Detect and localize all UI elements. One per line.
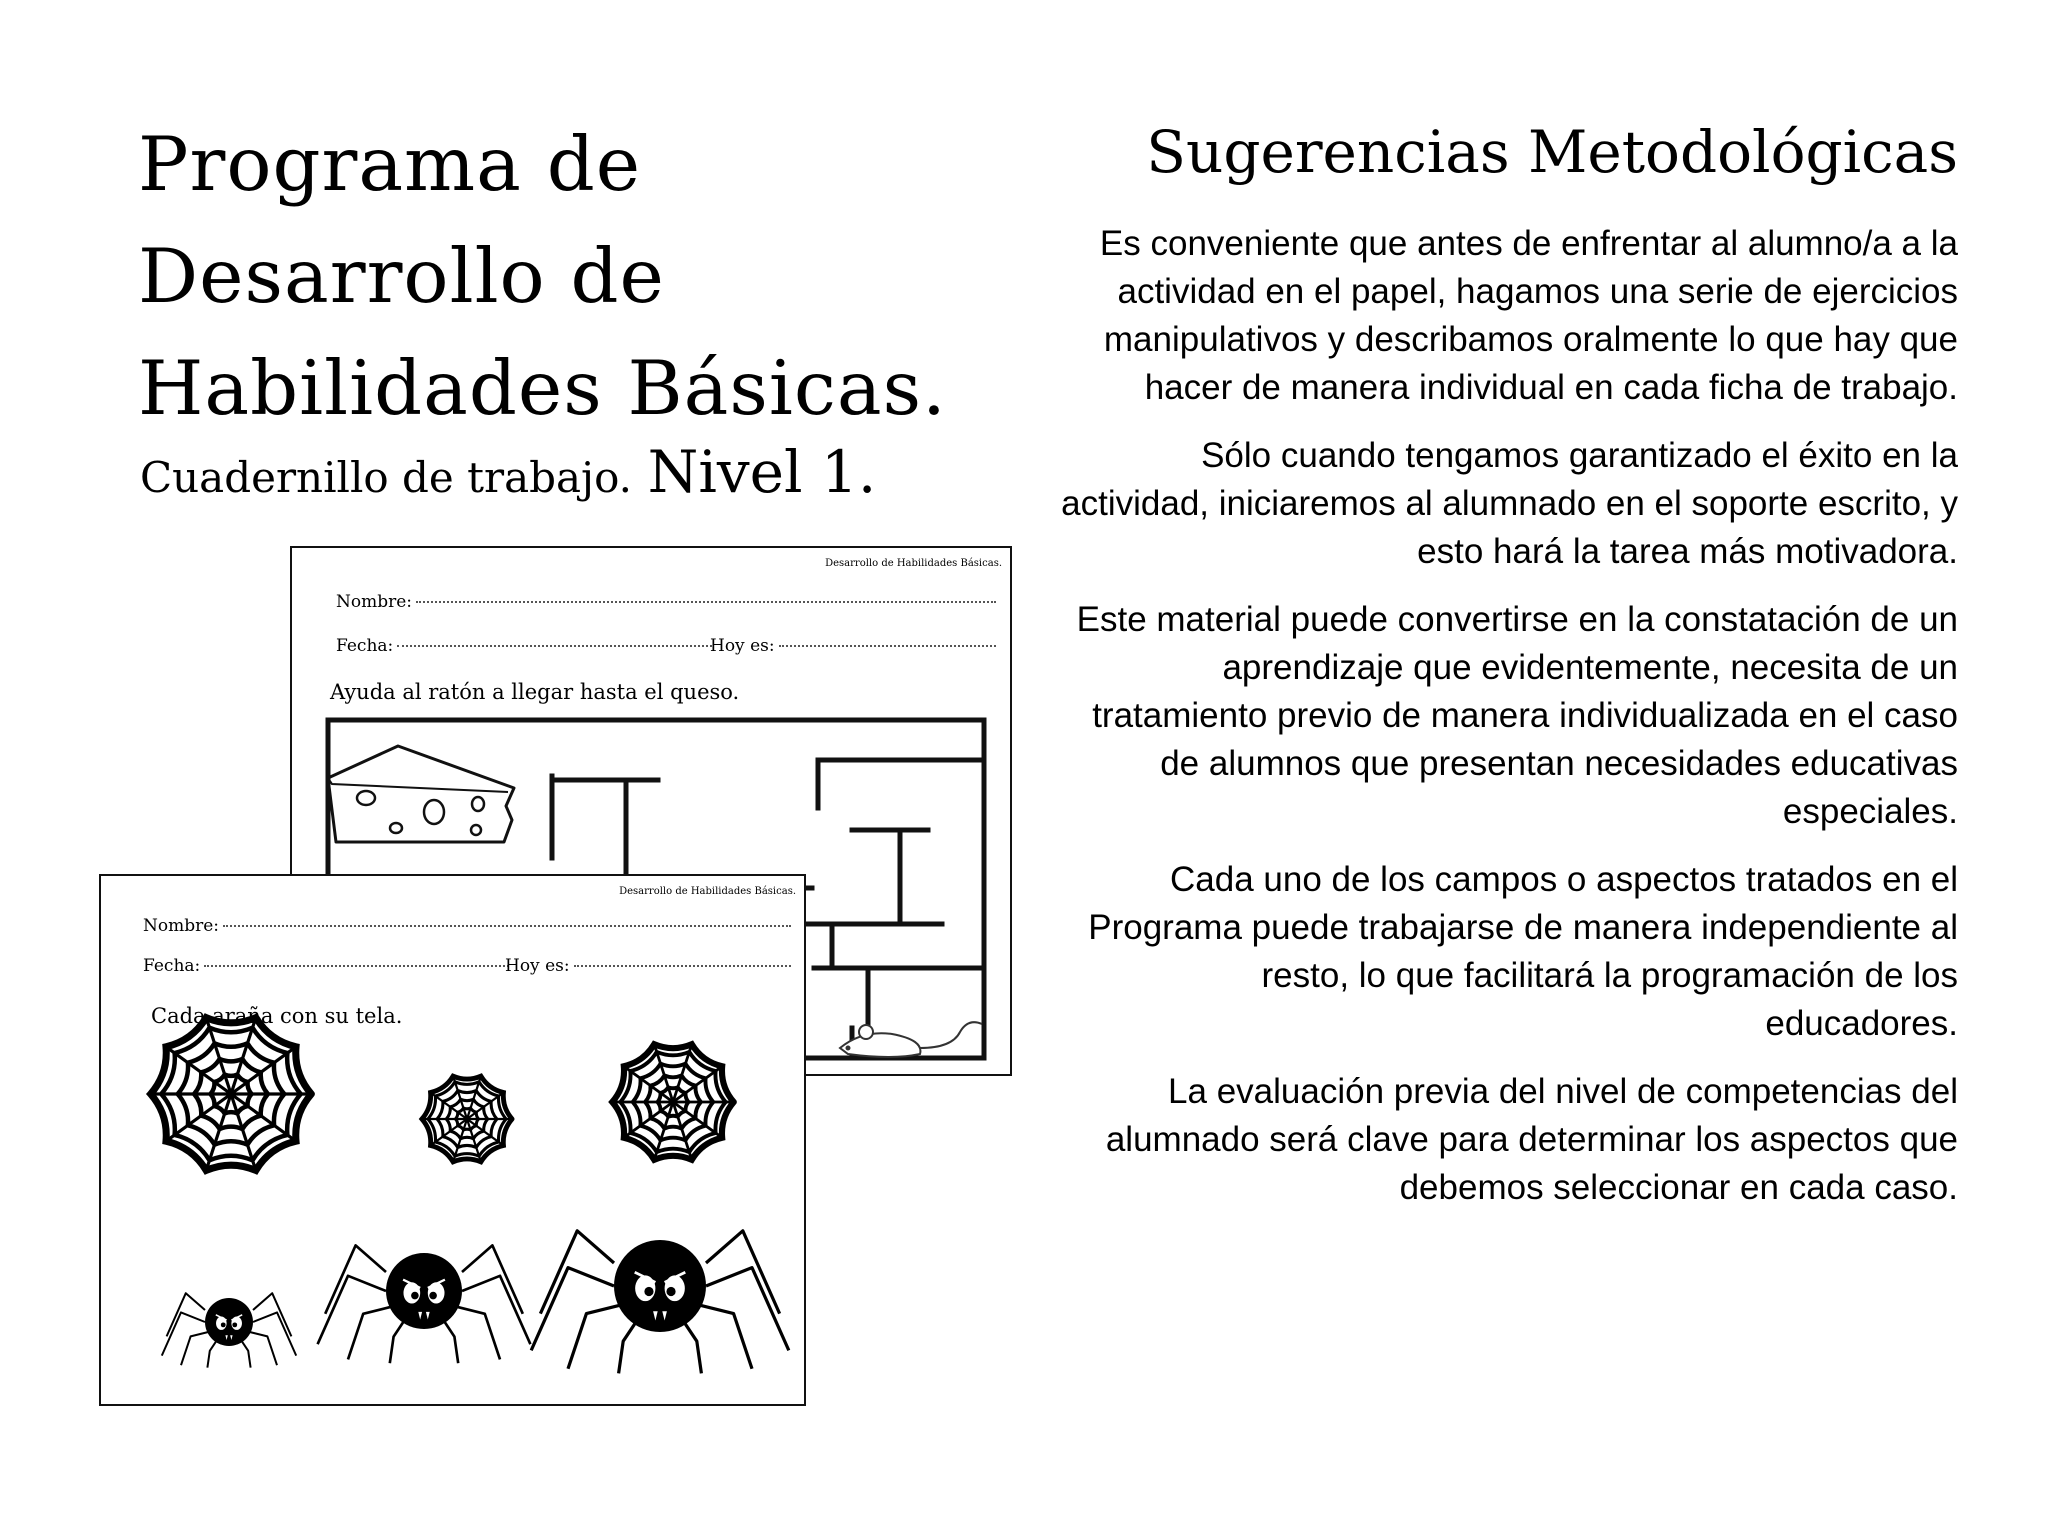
name-label: Nombre: bbox=[143, 916, 220, 936]
level-label: Nivel 1. bbox=[647, 438, 877, 506]
date-label: Fecha: bbox=[143, 956, 201, 976]
worksheet-header: Desarrollo de Habilidades Básicas. bbox=[619, 886, 796, 897]
paragraph: La evaluación previa del nivel de competencias del alumnado será clave para determinar los aspectos que debemos seleccionar en cada caso. bbox=[1105, 1072, 1958, 1207]
spider-icon bbox=[318, 1245, 531, 1363]
spiders-illustration bbox=[101, 876, 804, 1404]
date-label: Fecha: bbox=[336, 636, 394, 656]
spider-icon bbox=[531, 1231, 789, 1374]
cheese-icon bbox=[328, 746, 514, 842]
subtitle bbox=[140, 438, 876, 506]
spider-web-icon bbox=[421, 1075, 513, 1162]
worksheet-spiders bbox=[99, 874, 806, 1406]
today-label: Hoy es: bbox=[505, 956, 570, 976]
title-line: Habilidades Básicas. bbox=[138, 344, 947, 432]
subtitle-text: Cuadernillo de trabajo. bbox=[140, 453, 632, 502]
spider-web-icon bbox=[149, 1016, 313, 1172]
suggestions-body bbox=[1060, 220, 1958, 1232]
worksheet-instruction: Cada araña con su tela. bbox=[151, 1004, 403, 1028]
title-line: Programa de bbox=[138, 120, 642, 208]
worksheet-instruction: Ayuda al ratón a llegar hasta el queso. bbox=[330, 680, 740, 704]
name-label: Nombre: bbox=[336, 592, 413, 612]
spider-icon bbox=[162, 1293, 296, 1367]
today-label: Hoy es: bbox=[710, 636, 775, 656]
title-line: Desarrollo de bbox=[138, 232, 665, 320]
paragraph: Cada uno de los campos o aspectos tratados en el Programa puede trabajarse de manera independiente al resto, lo que facilitará la programación de los educadores. bbox=[1088, 860, 1958, 1043]
paragraph: Este material puede convertirse en la constatación de un aprendizaje que evidentemente, necesita de un tratamiento previo de manera individualizada en el caso de alumnos que presentan necesidades educativas especiales. bbox=[1076, 600, 1958, 831]
mouse-icon bbox=[840, 1022, 982, 1057]
spider-web-icon bbox=[611, 1043, 735, 1161]
paragraph: Sólo cuando tengamos garantizado el éxito en la actividad, iniciaremos al alumnado en el soporte escrito, y esto hará la tarea más motivadora. bbox=[1061, 436, 1958, 571]
section-title: Sugerencias Metodológicas bbox=[1146, 118, 1958, 186]
paragraph: Es conveniente que antes de enfrentar al alumno/a a la actividad en el papel, hagamos una serie de ejercicios manipulativos y describamos oralmente lo que hay que hacer de manera individual en cada ficha de trabajo. bbox=[1099, 224, 1958, 407]
main-title bbox=[138, 108, 1038, 444]
worksheet-header: Desarrollo de Habilidades Básicas. bbox=[825, 558, 1002, 569]
